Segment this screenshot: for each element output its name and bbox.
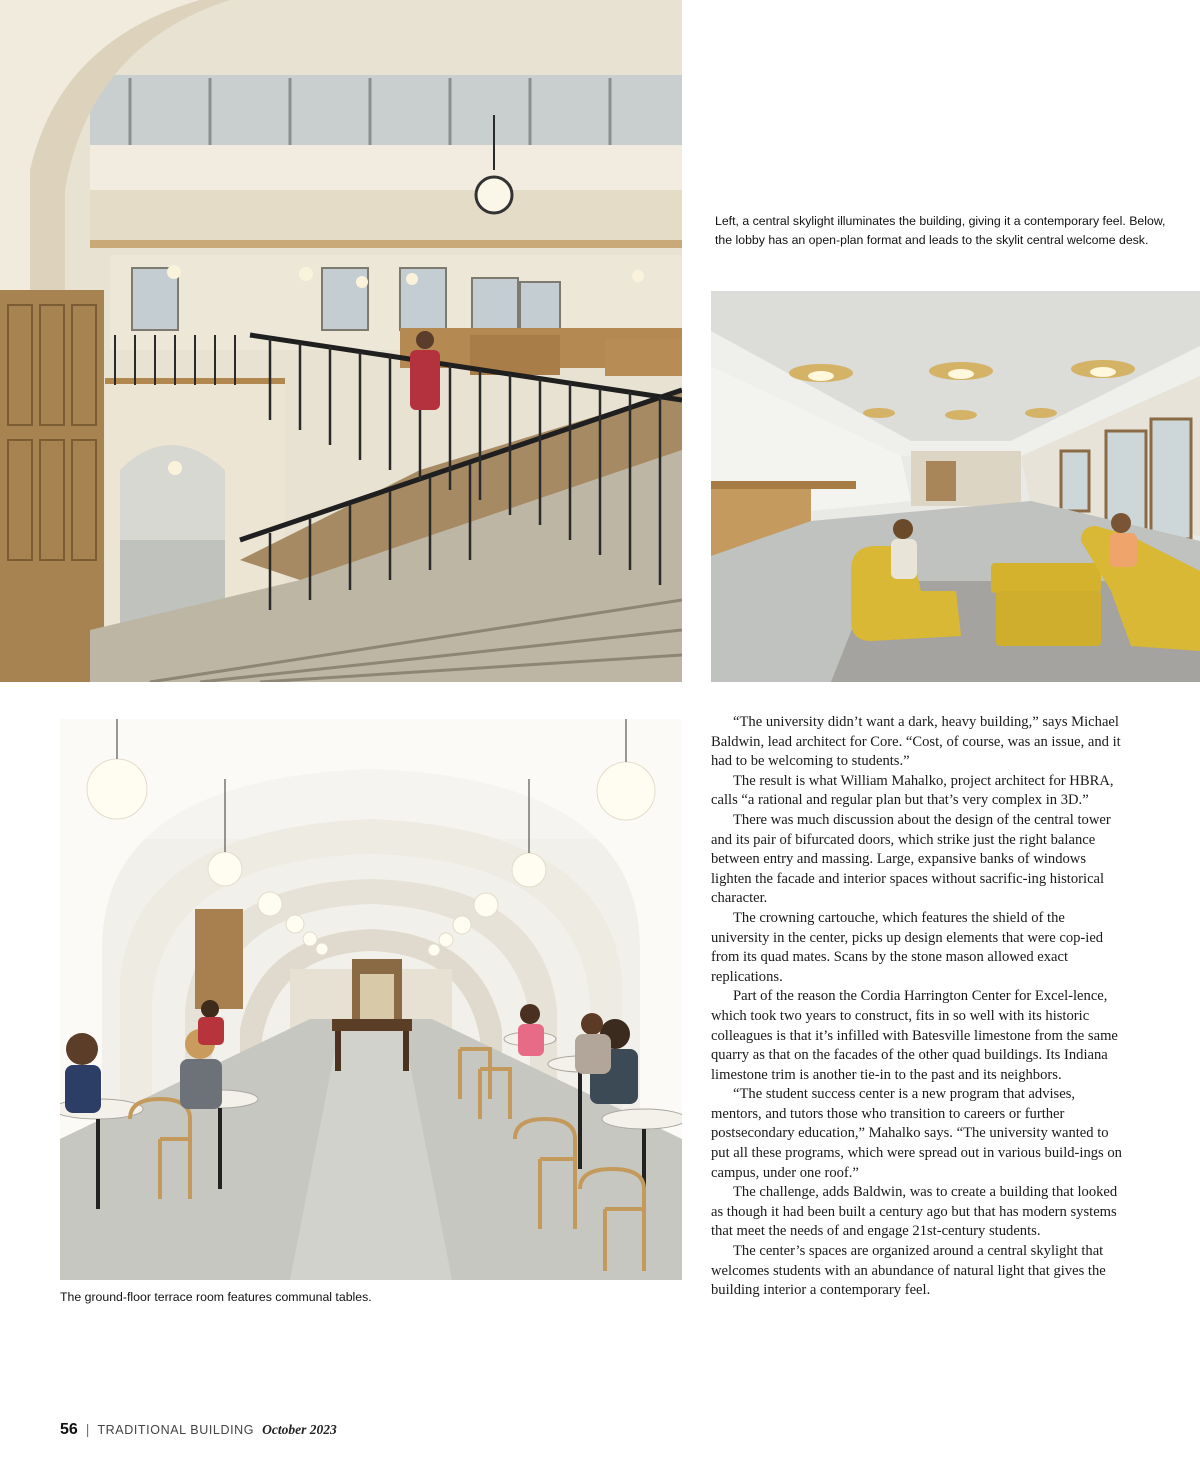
magazine-name: TRADITIONAL BUILDING	[97, 1423, 255, 1437]
article-paragraph: There was much discussion about the design of the central tower and its pair of bifurcated doors, which strike just the right balance between entry and massing. Large, expansive banks of windows lighten the facade and interior spaces without sacrific-ing historical character.	[711, 811, 1111, 907]
photo-stair-skylight	[0, 0, 682, 682]
photo-lobby	[711, 291, 1200, 682]
article-paragraph: The result is what William Mahalko, project architect for HBRA, calls “a rational and regular plan but that’s very complex in 3D.”	[711, 772, 1114, 809]
issue-date: October 2023	[262, 1422, 337, 1437]
article-paragraph: The challenge, adds Baldwin, was to create a building that looked as though it had been built a century ago but that has modern systems that meet the needs of and engage 21st-century students.	[711, 1184, 1118, 1240]
article-paragraph: The center’s spaces are organized around a central skylight that welcomes students with an abundance of natural light that gives the building interior a contemporary feel.	[711, 1243, 1106, 1299]
caption-skylight-lobby: Left, a central skylight illuminates the building, giving it a contemporary feel. Below, the lobby has an open-plan format and leads to the skylit central welcome desk.	[715, 214, 1166, 247]
page-number: 56	[60, 1421, 78, 1438]
footer-separator: |	[85, 1421, 90, 1437]
article-paragraph: The crowning cartouche, which features the shield of the university in the center, picks up design elements that were cop-ied from its quad mates. Scans by the stone mason allowed exact replications.	[711, 909, 1104, 985]
article-paragraph: “The university didn’t want a dark, heavy building,” says Michael Baldwin, lead architect for Core. “Cost, of course, was an issue, and it had to be welcoming to students.”	[711, 714, 1121, 770]
article-paragraph: Part of the reason the Cordia Harrington Center for Excel-lence, which took two years to construct, fits in so well with its historic colleagues is that it’s infilled with Batesville limestone from the same quarry as that on the facades of the other quad buildings. Its Indiana limestone trim is another tie-in to the past and its neighbors.	[711, 988, 1118, 1083]
article-body	[711, 713, 1125, 1301]
page-footer	[60, 1421, 337, 1443]
caption-terrace-room: The ground-floor terrace room features communal tables.	[60, 1290, 372, 1304]
article-paragraph: “The student success center is a new program that advises, mentors, and tutors those who transition to careers or further postsecondary education,” Mahalko says. “The university wanted to put all these programs, which were spread out in various build-ings on campus, under one roof.”	[711, 1086, 1122, 1181]
photo-terrace-room	[60, 719, 682, 1280]
